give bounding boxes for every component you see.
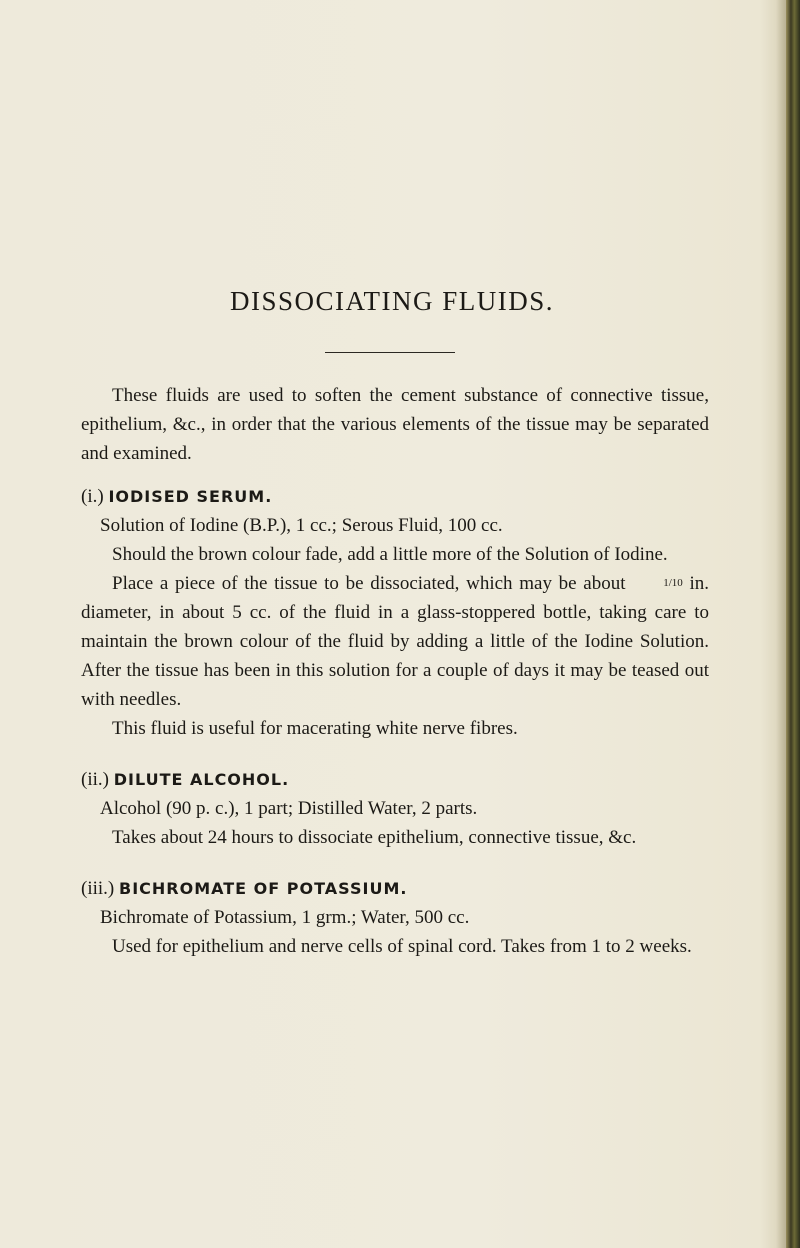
section-paragraph: Used for epithelium and nerve cells of spinal cord. Takes from 1 to 2 weeks.: [112, 936, 692, 957]
section-paragraph: Should the brown colour fade, add a little more of the Solution of Iodine.: [112, 544, 668, 565]
text-run: Place a piece of the tissue to be dissociated, which may be about: [112, 573, 633, 594]
recipe-line: Bichromate of Potassium, 1 grm.; Water, 500 cc.: [100, 907, 470, 928]
section-heading: [81, 482, 709, 511]
section-number: (ii.): [81, 769, 109, 790]
page-title: DISSOCIATING FLUIDS.: [229, 286, 555, 316]
page-edge-shade: [776, 0, 786, 1248]
intro-paragraph: These fluids are used to soften the cement substance of connective tissue, epithelium, &c., in order that the various elements of the tissue may be separated and examined.: [81, 385, 709, 464]
section-dilute-alcohol: [81, 765, 709, 852]
section-name: DILUTE ALCOHOL.: [113, 770, 290, 789]
book-spine-edge: [786, 0, 800, 1248]
section-name: IODISED SERUM.: [108, 487, 273, 506]
fraction: 1/10: [663, 577, 683, 589]
section-number: (i.): [81, 486, 104, 507]
section-heading: [81, 765, 709, 794]
section-paragraph: [81, 569, 709, 714]
section-paragraph: Takes about 24 hours to dissociate epithelium, connective tissue, &c.: [112, 827, 637, 848]
page-content: [81, 381, 709, 961]
recipe-line: Alcohol (90 p. c.), 1 part; Distilled Water, 2 parts.: [100, 798, 478, 819]
title-rule: [325, 352, 455, 353]
text-run: in. diameter, in about 5 cc. of the fluid in a glass-stoppered bottle, taking care to maintain the brown colour of the fluid by adding a little of the Iodine Solution. After the tissue has been in this solution for a couple of days it may be teased out with needles.: [81, 573, 710, 710]
section-paragraph: This fluid is useful for macerating white nerve fibres.: [112, 718, 518, 739]
section-name: BICHROMATE OF POTASSIUM.: [119, 879, 408, 898]
recipe-line: Solution of Iodine (B.P.), 1 cc.; Serous Fluid, 100 cc.: [100, 515, 503, 536]
section-heading: [81, 874, 709, 903]
section-number: (iii.): [81, 878, 115, 899]
section-iodised-serum: [81, 482, 709, 743]
section-bichromate-of-potassium: [81, 874, 709, 961]
